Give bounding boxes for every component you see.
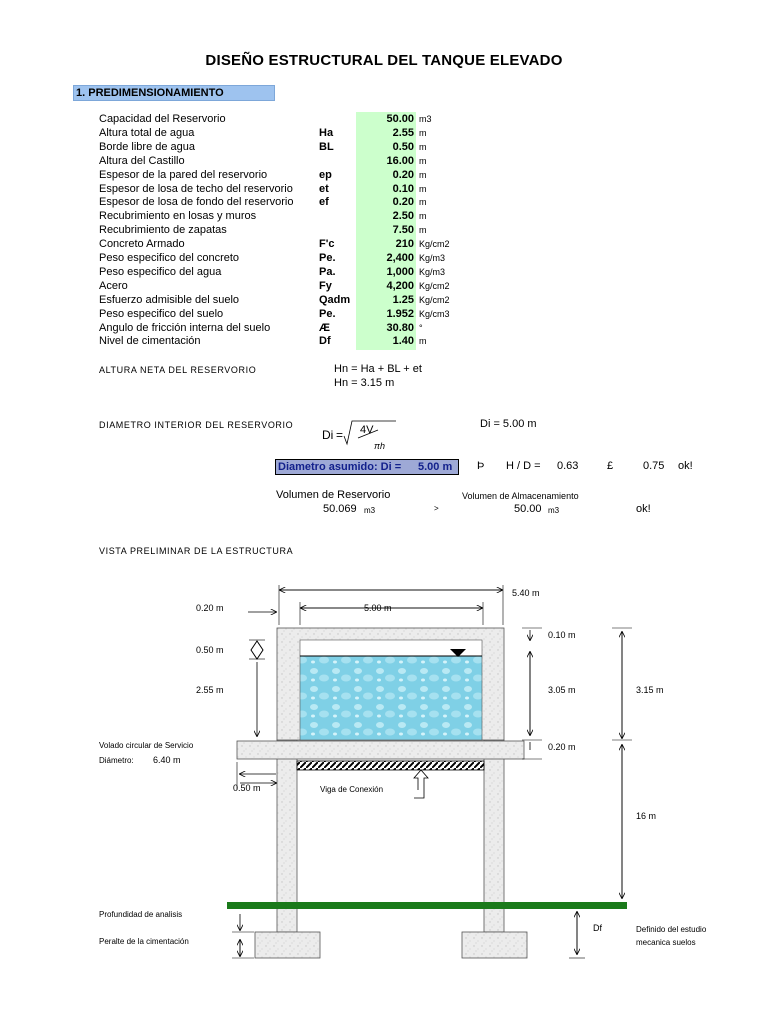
- param-symbol: ef: [319, 196, 329, 209]
- param-label: Peso especifico del concreto: [99, 252, 240, 264]
- param-label: Nivel de cimentación: [99, 335, 201, 348]
- df-label: Df: [593, 923, 602, 933]
- beam-pointer-icon: [414, 770, 428, 798]
- param-row: [0, 182, 768, 196]
- diametro-result: Di = 5.00 m: [480, 418, 537, 430]
- param-symbol: et: [319, 182, 329, 195]
- volumen-gt: >: [434, 504, 439, 513]
- diametro-asumido-label: Diametro asumido: Di =: [278, 461, 402, 473]
- param-unit: m: [419, 336, 427, 347]
- connecting-beam: [297, 761, 484, 770]
- ratio-ok: ok!: [678, 460, 693, 472]
- formula-denominator: πh: [374, 441, 386, 451]
- viga-label: Viga de Conexión: [320, 785, 384, 794]
- param-value: 1.25: [392, 293, 414, 306]
- param-label: Concreto Armado: [99, 238, 185, 251]
- param-row: [0, 321, 768, 335]
- dim-ha: 2.55 m: [196, 685, 224, 695]
- param-unit: m: [419, 197, 427, 208]
- altura-neta-result: Hn = 3.15 m: [334, 377, 395, 389]
- param-label: Altura del Castillo: [99, 154, 185, 167]
- formula-lhs: Di: [322, 428, 334, 442]
- param-symbol: Fy: [319, 279, 332, 292]
- param-label: Peso especifico del agua: [99, 265, 222, 278]
- param-unit: Kg/cm2: [419, 294, 450, 305]
- param-symbol: F'c: [319, 238, 335, 251]
- volumen-almacenamiento-value: 50.00: [514, 503, 542, 515]
- param-value: 1,000: [386, 265, 414, 278]
- volumen-reservorio-unit: m3: [364, 506, 376, 515]
- param-row: [0, 154, 768, 168]
- param-label: Espesor de losa de fondo del reservorio: [99, 196, 294, 209]
- volado-label: Volado circular de Servicio: [99, 741, 194, 750]
- volumen-almacenamiento-label: Volumen de Almacenamiento: [462, 491, 579, 501]
- peralte-label: Peralte de la cimentación: [99, 937, 189, 946]
- dim-16: 16 m: [636, 811, 657, 821]
- param-symbol: Pa.: [319, 265, 336, 278]
- dim-top: 0.10 m: [548, 630, 576, 640]
- volumen-reservorio-value: 50.069: [323, 503, 357, 515]
- param-row: [0, 265, 768, 279]
- param-value: 7.50: [392, 224, 414, 237]
- ground-line: [227, 902, 627, 909]
- param-row: [0, 195, 768, 209]
- diametro-asumido-box: [275, 459, 459, 475]
- param-label: Altura total de agua: [99, 126, 195, 139]
- param-value: 50.00: [386, 113, 414, 125]
- param-label: Borde libre de agua: [99, 140, 196, 153]
- profundidad-label: Profundidad de analisis: [99, 910, 183, 919]
- dim-inner: 5.00 m: [364, 603, 392, 613]
- definido-line2: mecanica suelos: [636, 938, 696, 947]
- param-row: [0, 334, 768, 348]
- dim-315: 3.15 m: [636, 685, 664, 695]
- implies-symbol: Þ: [477, 460, 485, 472]
- le-symbol: £: [607, 460, 614, 472]
- dim-bl: 0.50 m: [196, 645, 224, 655]
- param-label: Capacidad del Reservorio: [99, 113, 226, 125]
- diametro-formula: [318, 418, 398, 454]
- param-value: 1.952: [386, 307, 414, 320]
- param-unit: Kg/cm3: [419, 308, 450, 319]
- param-row: [0, 112, 768, 126]
- param-symbol: ep: [319, 168, 332, 181]
- param-unit: °: [419, 322, 423, 333]
- param-row: [0, 307, 768, 321]
- param-value: 0.20: [392, 168, 414, 181]
- param-row: [0, 168, 768, 182]
- param-value: 0.10: [392, 182, 414, 195]
- param-row: [0, 237, 768, 251]
- param-row: [0, 126, 768, 140]
- service-overhang: [237, 741, 524, 759]
- param-row: [0, 251, 768, 265]
- param-unit: m: [419, 155, 427, 166]
- param-symbol: Æ: [319, 321, 330, 334]
- param-unit: Kg/m3: [419, 253, 446, 263]
- vista-label: VISTA PRELIMINAR DE LA ESTRUCTURA: [99, 546, 294, 556]
- param-label: Recubrimiento de zapatas: [99, 224, 227, 237]
- param-symbol: Df: [319, 335, 331, 348]
- formula-numerator: 4V: [360, 424, 374, 436]
- dim-outer: 5.40 m: [512, 588, 540, 598]
- structure-diagram: [0, 570, 768, 1024]
- param-unit: Kg/m3: [419, 266, 446, 277]
- ratio-limit: 0.75: [643, 460, 665, 472]
- formula-eq: =: [336, 428, 344, 442]
- ratio-value: 0.63: [557, 460, 579, 472]
- param-symbol: Qadm: [319, 293, 351, 306]
- dim-305: 3.05 m: [548, 685, 576, 695]
- diametro-volado-label: Diámetro:: [99, 756, 134, 765]
- param-unit: m: [419, 211, 427, 222]
- water-body: [300, 656, 482, 740]
- param-unit: m: [419, 183, 427, 194]
- param-row: [0, 140, 768, 154]
- param-value: 0.20: [392, 196, 414, 209]
- param-value: 2,400: [386, 252, 414, 264]
- param-unit: Kg/cm2: [419, 280, 450, 291]
- param-value: 210: [395, 238, 414, 251]
- param-label: Recubrimiento en losas y muros: [99, 210, 257, 223]
- altura-neta-label: ALTURA NETA DEL RESERVORIO: [99, 365, 257, 375]
- param-value: 4,200: [386, 279, 414, 292]
- param-value: 2.50: [392, 210, 414, 223]
- param-row: [0, 209, 768, 223]
- definido-line1: Definido del estudio: [636, 925, 707, 934]
- altura-neta-formula: Hn = Ha + BL + et: [334, 363, 422, 375]
- param-label: Espesor de la pared del reservorio: [99, 168, 268, 181]
- diametro-volado-value: 6.40 m: [153, 755, 181, 765]
- param-label: Espesor de losa de techo del reservorio: [99, 182, 293, 195]
- param-label: Angulo de fricción interna del suelo: [99, 321, 271, 334]
- param-unit: Kg/cm2: [419, 239, 450, 250]
- param-value: 16.00: [386, 154, 414, 167]
- volumen-reservorio-label: Volumen de Reservorio: [276, 489, 391, 501]
- param-value: 0.50: [392, 140, 414, 153]
- param-symbol: Ha: [319, 126, 334, 139]
- param-label: Acero: [99, 279, 128, 292]
- param-unit: m: [419, 141, 427, 152]
- dim-bottom: 0.20 m: [548, 742, 576, 752]
- param-unit: m3: [419, 114, 432, 124]
- param-symbol: BL: [319, 140, 334, 153]
- param-symbol: Pe.: [319, 307, 336, 320]
- param-value: 30.80: [386, 321, 414, 334]
- section-heading-predimensionamiento: 1. PREDIMENSIONAMIENTO: [73, 85, 275, 101]
- volumen-almacenamiento-unit: m3: [548, 506, 560, 515]
- param-label: Esfuerzo admisible del suelo: [99, 293, 240, 306]
- param-value: 1.40: [392, 335, 414, 348]
- param-unit: m: [419, 225, 427, 236]
- dim-volado: 0.50 m: [233, 783, 261, 793]
- param-label: Peso especifico del suelo: [99, 307, 224, 320]
- dim-wall: 0.20 m: [196, 603, 224, 613]
- param-row: [0, 293, 768, 307]
- right-footing: [462, 932, 527, 958]
- diametro-asumido-value: 5.00 m: [418, 461, 453, 473]
- left-footing: [255, 932, 320, 958]
- param-unit: m: [419, 169, 427, 180]
- param-unit: m: [419, 127, 427, 138]
- param-row: [0, 279, 768, 293]
- diametro-label: DIAMETRO INTERIOR DEL RESERVORIO: [99, 420, 294, 430]
- param-symbol: Pe.: [319, 252, 336, 264]
- param-row: [0, 223, 768, 237]
- ratio-label: H / D =: [506, 460, 541, 472]
- volumen-ok: ok!: [636, 503, 651, 515]
- param-value: 2.55: [392, 126, 414, 139]
- page-title: DISEÑO ESTRUCTURAL DEL TANQUE ELEVADO: [205, 52, 563, 69]
